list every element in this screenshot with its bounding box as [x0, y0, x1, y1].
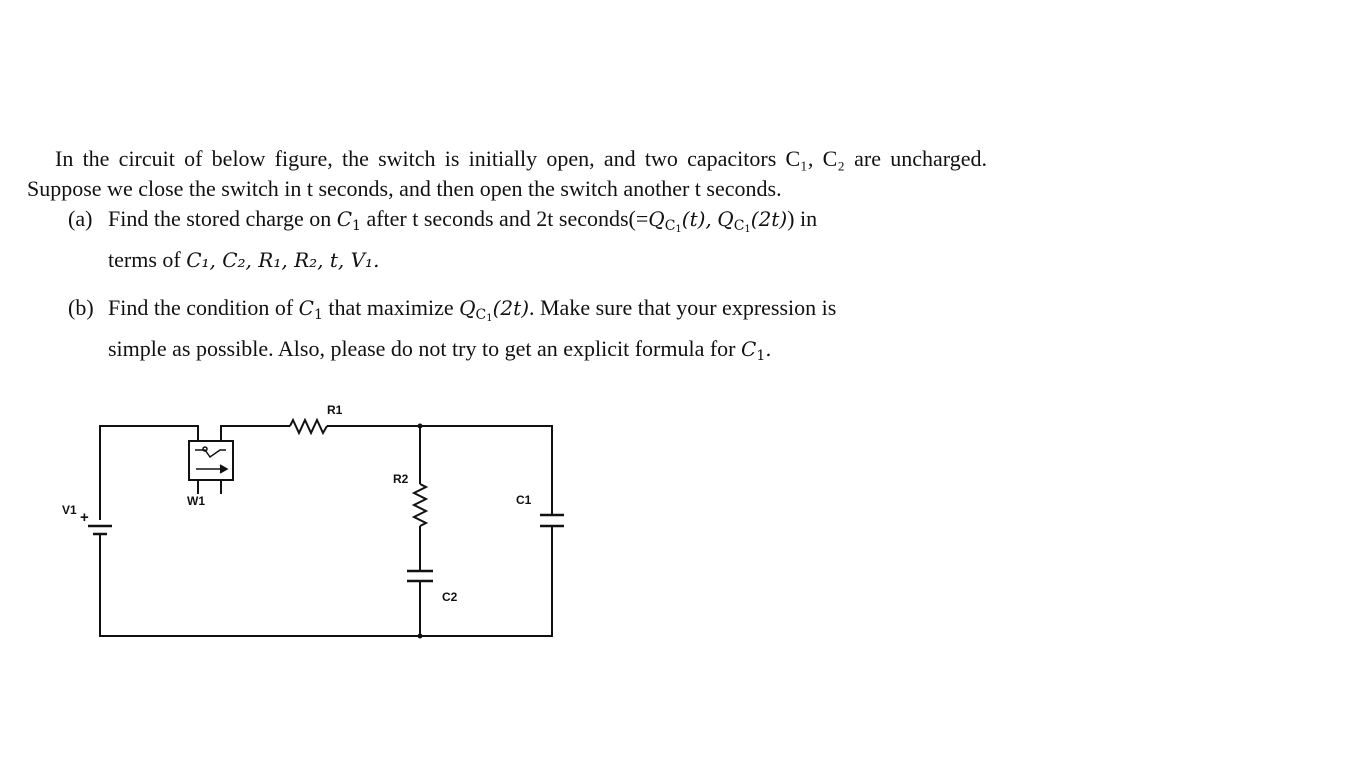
label-c1: C1 — [516, 493, 532, 507]
q-c1-t: $Q_{C1}(t)$, — [648, 207, 712, 235]
circuit-diagram — [0, 390, 620, 660]
label-r1: R1 — [327, 403, 343, 417]
q-c1-2t: $Q_{C1}(2t)$ — [717, 207, 788, 235]
wire-top-mid — [221, 426, 290, 441]
part-b-label: (b) — [68, 295, 94, 320]
problem-text — [27, 144, 987, 371]
q-c1-2t-b: $Q_{C1}(2t)$ — [459, 296, 529, 324]
part-a: (a) Find the stored charge on $C_1$ after t seconds and 2t $seconds(=Q_{C1}(t)$, $Q_{C1}(2t)$) in terms of C₁, C₂, R₁, R₂, t, V₁. — [27, 204, 987, 275]
c1-symbol: $C_1$ — [336, 207, 361, 234]
label-v1: V1 — [62, 503, 77, 517]
capacitor-c2 — [407, 571, 433, 581]
capacitor-c1 — [540, 515, 564, 526]
problem-intro: In the circuit of below figure, the switch is initially open, and two capacitors C₁, C₂ are uncharged. Suppose we close the switch in t seconds, and then open the switch another t seconds. — [27, 146, 987, 201]
resistor-r2 — [414, 484, 426, 526]
part-b-line2: simple as possible. Also, please do not try to get an explicit formula for $C_1$. — [108, 336, 772, 364]
wire-top-left — [100, 426, 198, 520]
part-a-label: (a) — [68, 206, 93, 231]
switch-w1 — [189, 441, 233, 480]
resistor-r1 — [290, 420, 327, 433]
part-b: (b) Find the condition of $C_1$ that maximize $Q_{C1}(2t)$. Make sure that your expression is simple as possible. Also, please do not try to get an explicit formula for $C_1$. — [27, 293, 987, 371]
part-a-terms: terms of C₁, C₂, R₁, R₂, t, V₁. — [108, 247, 380, 272]
label-switch: W1 — [187, 494, 205, 508]
label-plus: + — [80, 509, 89, 526]
label-r2: R2 — [393, 472, 409, 486]
battery-v1 — [88, 526, 112, 534]
label-c2: C2 — [442, 590, 458, 604]
